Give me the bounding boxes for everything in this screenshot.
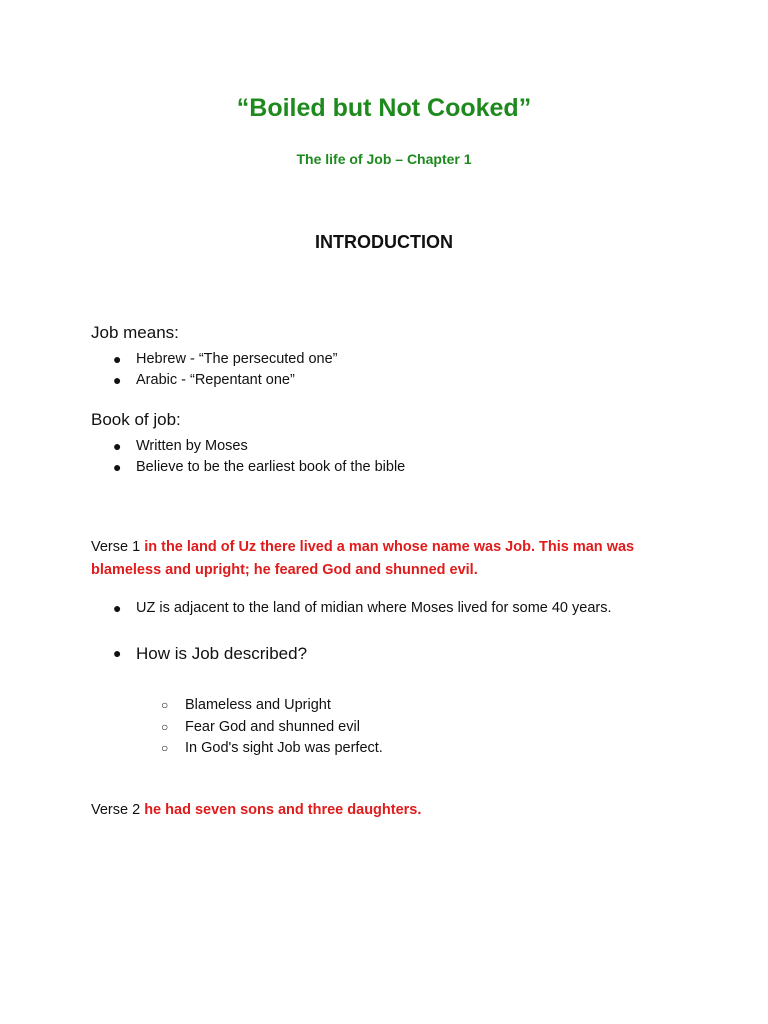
job-means-list	[110, 349, 338, 391]
bullet-dot-icon: ●	[113, 438, 122, 454]
verse-1-question-list	[110, 643, 307, 664]
document-subtitle: The life of Job – Chapter 1	[296, 151, 472, 167]
sub-list-item-text: Fear God and shunned evil	[185, 718, 360, 735]
list-item-text: Arabic - “Repentant one”	[136, 372, 295, 388]
list-item-text: UZ is adjacent to the land of midian where Moses lived for some 40 years.	[136, 600, 612, 616]
list-item	[110, 643, 307, 664]
verse-2-paragraph	[91, 799, 691, 822]
verse-2-label: Verse 2	[91, 802, 141, 818]
verse-2-text: he had seven sons and three daughters.	[144, 802, 422, 818]
bullet-dot-icon: ●	[113, 459, 122, 475]
list-item-text: Believe to be the earliest book of the bible	[136, 459, 406, 475]
list-item	[110, 598, 612, 619]
list-item	[110, 370, 338, 391]
verse-1-paragraph	[91, 536, 691, 582]
list-item-text: Hebrew - “The persecuted one”	[136, 351, 338, 367]
sub-list-item	[158, 738, 383, 760]
list-item	[110, 349, 338, 370]
sub-list-item-text: In God's sight Job was perfect.	[185, 740, 383, 756]
verse-1-text: in the land of Uz there lived a man whose name was Job. This man was blameless and upright; he feared God and shunned evil.	[91, 539, 635, 578]
job-means-heading: Job means:	[91, 323, 179, 342]
sub-list-item-text: Blameless and Upright	[185, 697, 331, 713]
bullet-dot-icon: ●	[113, 351, 122, 367]
book-of-job-list	[110, 436, 405, 478]
hollow-circle-bullet-icon: ○	[161, 719, 169, 734]
verse-1-notes-list	[110, 598, 612, 619]
sub-list-item	[158, 695, 383, 717]
verse-1-label: Verse 1	[91, 539, 141, 555]
bullet-dot-icon: ●	[113, 372, 122, 388]
list-item	[110, 457, 405, 478]
hollow-circle-bullet-icon: ○	[161, 698, 169, 712]
sub-list-item	[158, 717, 383, 739]
section-heading-introduction: INTRODUCTION	[315, 232, 453, 252]
list-item	[110, 436, 405, 457]
bullet-dot-icon: ●	[113, 645, 122, 661]
job-description-sublist	[158, 695, 383, 760]
list-item-text: How is Job described?	[136, 644, 308, 663]
list-item-text: Written by Moses	[136, 438, 248, 454]
book-of-job-heading: Book of job:	[91, 410, 181, 429]
bullet-dot-icon: ●	[113, 600, 122, 616]
document-title: “Boiled but Not Cooked”	[236, 94, 532, 122]
hollow-circle-bullet-icon: ○	[161, 741, 169, 755]
